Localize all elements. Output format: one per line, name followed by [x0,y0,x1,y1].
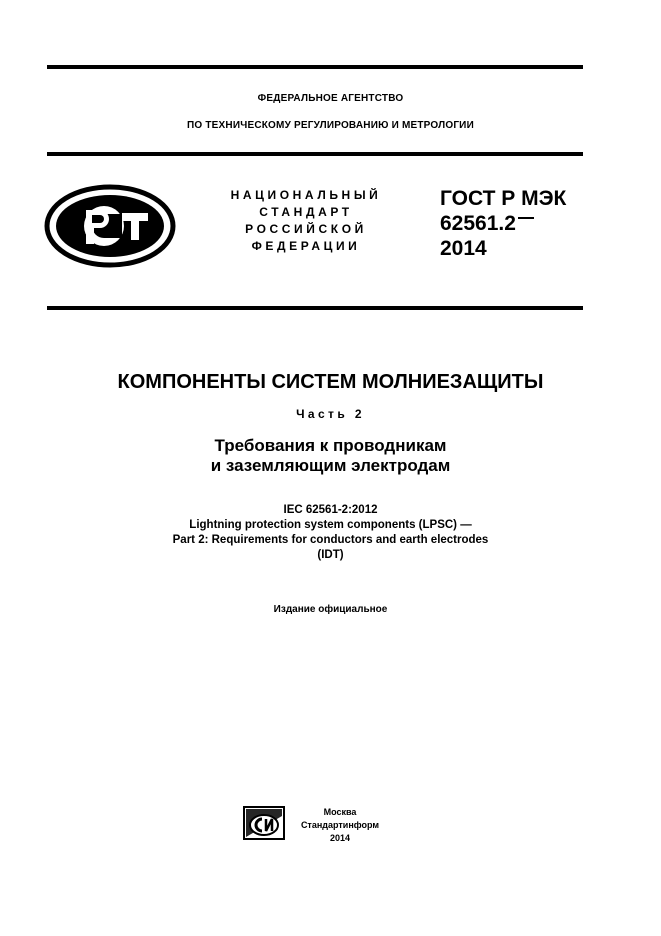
publisher-city: Москва [323,807,357,817]
national-standard-line: СТАНДАРТ [259,205,353,219]
national-standard-line: НАЦИОНАЛЬНЫЙ [230,188,382,202]
subtitle-line: и заземляющим электродам [210,456,451,475]
iec-line: (IDT) [317,549,344,561]
part-label: Часть 2 [296,407,365,421]
publisher-name: Стандартинформ [300,820,380,830]
iec-line: IEC 62561-2:2012 [283,504,378,516]
national-standard-line: ФЕДЕРАЦИИ [251,239,361,253]
document-subtitle [0,436,661,476]
national-standard-label [212,187,400,255]
top-rule [47,65,583,69]
header-rule [47,152,583,156]
designation-year: 2014 [440,237,487,260]
agency-line-2: ПО ТЕХНИЧЕСКОМУ РЕГУЛИРОВАНИЮ И МЕТРОЛОГИИ [187,120,474,131]
designation-number: 62561.2 [440,212,516,235]
designation-line-1: ГОСТ Р МЭК [440,187,567,210]
publisher-year: 2014 [329,833,351,843]
separator-rule [47,306,583,310]
iec-line: Part 2: Requirements for conductors and earth electrodes [172,534,489,546]
designation-dash [518,217,534,219]
iec-reference [0,503,661,563]
national-standard-line: РОССИЙСКОЙ [245,222,367,236]
edition-label: Издание официальное [273,604,388,615]
rst-logo-icon [44,184,176,268]
subtitle-line: Требования к проводникам [214,436,447,455]
iec-line: Lightning protection system components (LPSC) — [189,519,472,531]
document-title: КОМПОНЕНТЫ СИСТЕМ МОЛНИЕЗАЩИТЫ [117,371,544,393]
designation-line-2 [440,211,566,236]
agency-line-1: ФЕДЕРАЛЬНОЕ АГЕНТСТВО [257,93,404,104]
publisher-logo-icon [243,806,285,840]
publisher-info [292,806,388,845]
standard-designation [440,186,566,261]
